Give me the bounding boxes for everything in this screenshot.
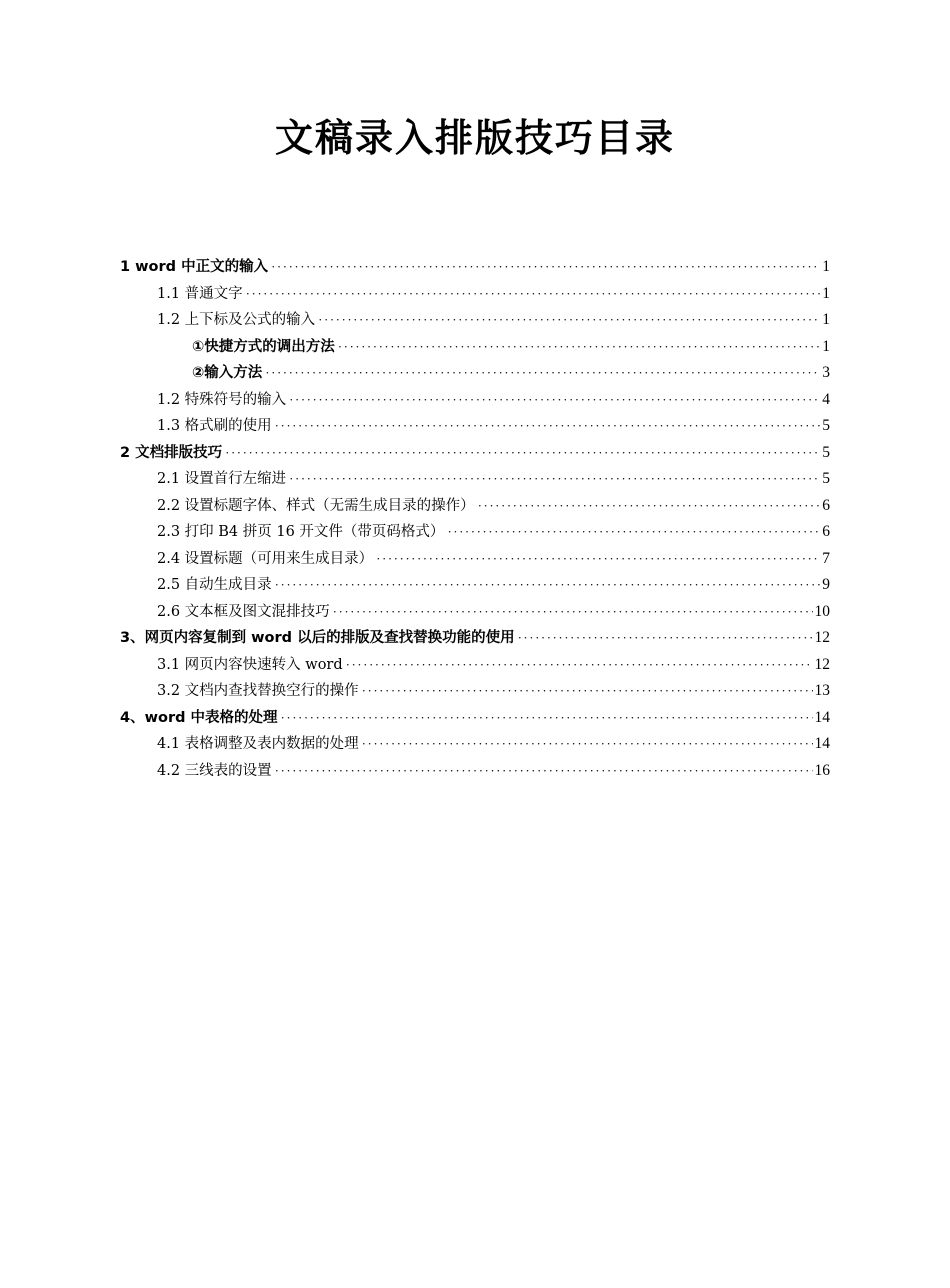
toc-entry[interactable] <box>120 281 830 308</box>
toc-entry-label: 2.5 自动生成目录 <box>157 577 272 593</box>
document-title: 文稿录入排版技巧目录 <box>274 115 675 160</box>
toc-entry[interactable] <box>120 254 830 281</box>
toc-dot-leader <box>281 705 813 732</box>
toc-entry-page-number: 12 <box>814 655 830 673</box>
toc-entry[interactable] <box>120 572 830 599</box>
toc-dot-leader <box>376 546 820 573</box>
toc-dot-leader <box>362 678 813 705</box>
toc-entry-page-number: 14 <box>814 708 830 726</box>
toc-dot-leader <box>265 360 820 387</box>
toc-entry-label: 1 word 中正文的输入 <box>120 259 269 275</box>
toc-entry-page-number: 6 <box>822 496 830 514</box>
toc-entry-page-number: 13 <box>814 682 830 699</box>
toc-entry-label: 4、word 中表格的处理 <box>120 709 278 726</box>
toc-dot-leader <box>362 731 813 758</box>
toc-entry-page-number: 1 <box>822 258 830 275</box>
toc-entry-label: 1.3 格式刷的使用 <box>157 418 272 434</box>
toc-dot-leader <box>289 387 820 414</box>
toc-entry[interactable] <box>120 546 830 573</box>
toc-entry[interactable] <box>120 652 830 679</box>
toc-entry-label: 2.4 设置标题（可用来生成目录） <box>157 550 374 567</box>
toc-entry-label: 2.2 设置标题字体、样式（无需生成目录的操作） <box>157 497 475 514</box>
toc-dot-leader <box>275 572 821 599</box>
toc-entry-label: 3.2 文档内查找替换空行的操作 <box>157 683 359 699</box>
toc-entry-label: 3.1 网页内容快速转入 word <box>157 656 343 673</box>
toc-entry-label: 2.6 文本框及图文混排技巧 <box>157 603 330 620</box>
toc-entry[interactable] <box>120 625 830 652</box>
toc-entry[interactable] <box>120 599 830 626</box>
toc-entry-page-number: 5 <box>822 470 830 487</box>
toc-entry[interactable] <box>120 731 830 758</box>
toc-entry[interactable] <box>120 758 830 785</box>
toc-entry-page-number: 3 <box>822 364 830 381</box>
toc-entry-label: 2 文档排版技巧 <box>120 444 223 461</box>
toc-entry-label: ①快捷方式的调出方法 <box>192 338 335 355</box>
toc-entry[interactable] <box>120 678 830 705</box>
toc-dot-leader <box>338 334 820 361</box>
toc-entry-label: 2.3 打印 B4 拼页 16 开文件（带页码格式） <box>157 524 445 540</box>
toc-entry-label: 1.2 特殊符号的输入 <box>157 391 287 408</box>
toc-entry[interactable] <box>120 360 830 387</box>
toc-entry-page-number: 10 <box>814 602 830 620</box>
toc-entry-label: 4.1 表格调整及表内数据的处理 <box>157 736 359 752</box>
toc-entry[interactable] <box>120 387 830 414</box>
toc-dot-leader <box>478 493 821 520</box>
toc-entry-page-number: 6 <box>822 523 830 540</box>
toc-entry-page-number: 9 <box>822 576 830 593</box>
toc-entry-page-number: 7 <box>822 549 830 567</box>
toc-entry[interactable] <box>120 334 830 361</box>
toc-dot-leader <box>275 413 821 440</box>
toc-entry-page-number: 16 <box>814 761 830 779</box>
toc-entry[interactable] <box>120 440 830 467</box>
toc-dot-leader <box>518 625 813 652</box>
toc-entry-label: 3、网页内容复制到 word 以后的排版及查找替换功能的使用 <box>120 630 515 646</box>
toc-entry-label: 2.1 设置首行左缩进 <box>157 471 287 487</box>
toc-entry-page-number: 5 <box>822 417 830 434</box>
toc-entry-label: 1.2 上下标及公式的输入 <box>157 312 316 328</box>
table-of-contents <box>120 254 830 784</box>
toc-entry-page-number: 5 <box>822 443 830 461</box>
toc-dot-leader <box>275 758 813 785</box>
toc-dot-leader <box>225 440 820 467</box>
toc-dot-leader <box>346 652 813 679</box>
toc-entry[interactable] <box>120 466 830 493</box>
toc-entry-page-number: 12 <box>814 629 830 646</box>
toc-dot-leader <box>246 281 821 308</box>
toc-dot-leader <box>289 466 820 493</box>
toc-entry[interactable] <box>120 413 830 440</box>
toc-entry-page-number: 14 <box>814 735 830 752</box>
toc-entry[interactable] <box>120 705 830 732</box>
toc-entry[interactable] <box>120 493 830 520</box>
toc-entry[interactable] <box>120 519 830 546</box>
toc-entry-page-number: 1 <box>822 284 830 302</box>
toc-dot-leader <box>447 519 820 546</box>
toc-entry-page-number: 1 <box>822 311 830 328</box>
toc-entry[interactable] <box>120 307 830 334</box>
toc-entry-page-number: 4 <box>822 390 830 408</box>
toc-entry-label: 1.1 普通文字 <box>157 285 243 302</box>
toc-dot-leader <box>271 254 820 281</box>
toc-entry-label: ②输入方法 <box>192 365 263 381</box>
toc-entry-page-number: 1 <box>822 337 830 355</box>
toc-entry-label: 4.2 三线表的设置 <box>157 762 272 779</box>
toc-dot-leader <box>318 307 820 334</box>
toc-dot-leader <box>333 599 813 626</box>
